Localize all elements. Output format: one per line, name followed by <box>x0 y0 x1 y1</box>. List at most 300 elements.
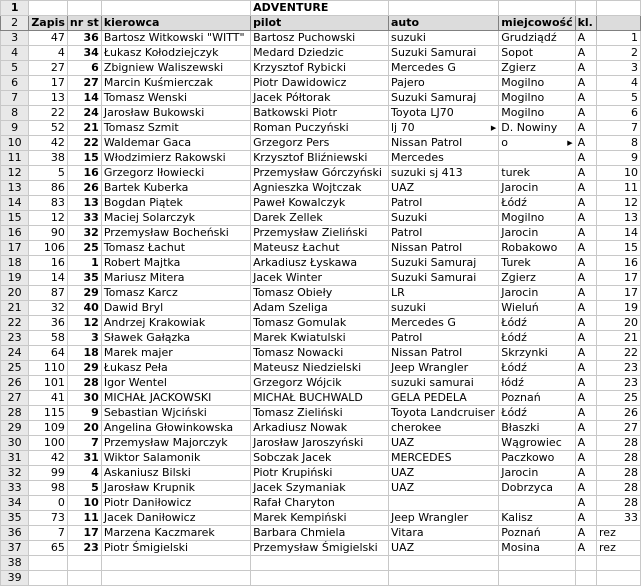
cell-zapis[interactable] <box>29 451 68 466</box>
cell-miejscowosc[interactable] <box>499 496 575 511</box>
header-nr-st[interactable]: nr st <box>67 16 101 31</box>
cell-kierowca[interactable] <box>101 466 250 481</box>
cell-extra[interactable] <box>597 526 641 541</box>
cell-kl[interactable] <box>575 226 596 241</box>
cell-auto[interactable] <box>389 301 499 316</box>
row-header[interactable] <box>1 376 29 391</box>
cell-kl[interactable] <box>575 466 596 481</box>
cell-nr-st[interactable] <box>67 286 101 301</box>
cell-miejscowosc[interactable] <box>499 406 575 421</box>
cell-zapis[interactable] <box>29 421 68 436</box>
cell-kl[interactable] <box>575 481 596 496</box>
cell-miejscowosc[interactable] <box>499 76 575 91</box>
cell-kl[interactable] <box>575 121 596 136</box>
header-kierowca[interactable]: kierowca <box>101 16 250 31</box>
cell-pilot[interactable] <box>251 436 389 451</box>
cell-auto[interactable] <box>389 61 499 76</box>
cell-extra[interactable] <box>597 151 641 166</box>
cell-auto[interactable] <box>389 406 499 421</box>
cell-kierowca[interactable] <box>101 331 250 346</box>
cell-pilot[interactable] <box>251 76 389 91</box>
row-header[interactable] <box>1 151 29 166</box>
cell-extra[interactable] <box>597 286 641 301</box>
cell-pilot[interactable] <box>251 166 389 181</box>
cell-extra[interactable] <box>597 211 641 226</box>
cell-extra[interactable] <box>597 436 641 451</box>
cell-miejscowosc[interactable] <box>499 181 575 196</box>
cell-miejscowosc[interactable] <box>499 376 575 391</box>
row-header[interactable] <box>1 256 29 271</box>
cell-nr-st[interactable] <box>67 511 101 526</box>
cell-auto[interactable] <box>389 76 499 91</box>
cell-kierowca[interactable] <box>101 151 250 166</box>
row-header[interactable] <box>1 286 29 301</box>
cell-kierowca[interactable] <box>101 361 250 376</box>
header-extra[interactable] <box>597 16 641 31</box>
cell-kl[interactable] <box>575 286 596 301</box>
cell-zapis[interactable] <box>29 91 68 106</box>
cell-pilot[interactable] <box>251 286 389 301</box>
cell-nr-st[interactable] <box>67 421 101 436</box>
cell[interactable] <box>575 1 596 16</box>
cell-auto[interactable] <box>389 271 499 286</box>
cell-miejscowosc[interactable] <box>499 211 575 226</box>
cell-kl[interactable] <box>575 76 596 91</box>
cell-zapis[interactable] <box>29 226 68 241</box>
cell-pilot[interactable] <box>251 361 389 376</box>
cell-nr-st[interactable] <box>67 136 101 151</box>
cell-nr-st[interactable] <box>67 91 101 106</box>
cell[interactable] <box>499 1 575 16</box>
cell-pilot[interactable] <box>251 196 389 211</box>
cell-kierowca[interactable] <box>101 31 250 46</box>
cell-zapis[interactable] <box>29 181 68 196</box>
cell-kierowca[interactable] <box>101 166 250 181</box>
cell[interactable] <box>251 556 389 571</box>
cell[interactable] <box>67 571 101 586</box>
cell-zapis[interactable] <box>29 316 68 331</box>
cell[interactable] <box>575 571 596 586</box>
cell-kierowca[interactable] <box>101 196 250 211</box>
cell-auto[interactable] <box>389 541 499 556</box>
header-zapis[interactable]: Zapis <box>29 16 68 31</box>
cell-nr-st[interactable] <box>67 61 101 76</box>
cell-nr-st[interactable] <box>67 481 101 496</box>
cell-kl[interactable] <box>575 361 596 376</box>
cell-kl[interactable] <box>575 406 596 421</box>
cell-auto[interactable] <box>389 91 499 106</box>
cell[interactable] <box>29 1 68 16</box>
cell-kierowca[interactable] <box>101 526 250 541</box>
cell-extra[interactable] <box>597 301 641 316</box>
row-header[interactable] <box>1 436 29 451</box>
cell-miejscowosc[interactable] <box>499 31 575 46</box>
cell-kl[interactable] <box>575 496 596 511</box>
cell-nr-st[interactable] <box>67 46 101 61</box>
cell-pilot[interactable] <box>251 136 389 151</box>
cell[interactable] <box>29 556 68 571</box>
cell-nr-st[interactable] <box>67 226 101 241</box>
cell-kierowca[interactable] <box>101 256 250 271</box>
cell-miejscowosc[interactable] <box>499 436 575 451</box>
cell-miejscowosc[interactable] <box>499 241 575 256</box>
cell-pilot[interactable] <box>251 46 389 61</box>
row-header[interactable] <box>1 481 29 496</box>
cell-kierowca[interactable] <box>101 346 250 361</box>
cell-extra[interactable] <box>597 271 641 286</box>
cell-miejscowosc[interactable] <box>499 46 575 61</box>
cell[interactable] <box>101 1 250 16</box>
cell-extra[interactable] <box>597 121 641 136</box>
cell[interactable] <box>389 556 499 571</box>
cell-extra[interactable] <box>597 181 641 196</box>
row-header[interactable]: 2 <box>1 16 29 31</box>
header-kl[interactable]: kl. <box>575 16 596 31</box>
header-pilot[interactable]: pilot <box>251 16 389 31</box>
cell-auto[interactable] <box>389 391 499 406</box>
cell-zapis[interactable] <box>29 286 68 301</box>
cell-kierowca[interactable] <box>101 46 250 61</box>
cell-pilot[interactable] <box>251 481 389 496</box>
cell-kl[interactable] <box>575 46 596 61</box>
row-header[interactable] <box>1 451 29 466</box>
cell[interactable] <box>251 571 389 586</box>
row-header[interactable] <box>1 466 29 481</box>
row-header[interactable] <box>1 91 29 106</box>
cell-kierowca[interactable] <box>101 481 250 496</box>
cell-zapis[interactable] <box>29 271 68 286</box>
cell-zapis[interactable] <box>29 76 68 91</box>
cell-kl[interactable] <box>575 421 596 436</box>
cell-kl[interactable] <box>575 331 596 346</box>
cell-zapis[interactable] <box>29 241 68 256</box>
cell-pilot[interactable] <box>251 151 389 166</box>
cell-pilot[interactable] <box>251 226 389 241</box>
cell-extra[interactable] <box>597 541 641 556</box>
cell-zapis[interactable] <box>29 406 68 421</box>
cell-auto[interactable] <box>389 241 499 256</box>
cell-miejscowosc[interactable] <box>499 91 575 106</box>
cell-zapis[interactable] <box>29 481 68 496</box>
cell-pilot[interactable] <box>251 271 389 286</box>
cell-miejscowosc[interactable] <box>499 286 575 301</box>
cell-zapis[interactable] <box>29 46 68 61</box>
cell-nr-st[interactable] <box>67 496 101 511</box>
cell-pilot[interactable] <box>251 61 389 76</box>
cell-extra[interactable] <box>597 136 641 151</box>
cell[interactable] <box>101 556 250 571</box>
cell-auto[interactable] <box>389 226 499 241</box>
cell-kierowca[interactable] <box>101 421 250 436</box>
cell-kierowca[interactable] <box>101 241 250 256</box>
cell-pilot[interactable] <box>251 301 389 316</box>
row-header[interactable]: 1 <box>1 1 29 16</box>
row-header[interactable] <box>1 346 29 361</box>
cell-kl[interactable] <box>575 346 596 361</box>
cell-zapis[interactable] <box>29 436 68 451</box>
cell-auto[interactable] <box>389 286 499 301</box>
cell-zapis[interactable] <box>29 31 68 46</box>
cell-zapis[interactable] <box>29 511 68 526</box>
cell-miejscowosc[interactable] <box>499 271 575 286</box>
cell-kierowca[interactable] <box>101 376 250 391</box>
cell-nr-st[interactable] <box>67 121 101 136</box>
cell-zapis[interactable] <box>29 496 68 511</box>
cell-pilot[interactable] <box>251 511 389 526</box>
cell-miejscowosc[interactable] <box>499 61 575 76</box>
cell-auto[interactable] <box>389 496 499 511</box>
cell-extra[interactable] <box>597 316 641 331</box>
cell-kl[interactable] <box>575 166 596 181</box>
cell-extra[interactable] <box>597 76 641 91</box>
cell-extra[interactable] <box>597 91 641 106</box>
cell-auto[interactable] <box>389 451 499 466</box>
cell-nr-st[interactable] <box>67 436 101 451</box>
row-header[interactable] <box>1 391 29 406</box>
cell-pilot[interactable] <box>251 316 389 331</box>
cell-auto[interactable] <box>389 466 499 481</box>
cell-kierowca[interactable] <box>101 106 250 121</box>
cell-miejscowosc[interactable] <box>499 196 575 211</box>
cell-kl[interactable] <box>575 31 596 46</box>
cell-miejscowosc[interactable] <box>499 121 575 136</box>
cell-extra[interactable] <box>597 331 641 346</box>
cell-miejscowosc[interactable] <box>499 466 575 481</box>
cell-miejscowosc[interactable] <box>499 451 575 466</box>
cell[interactable] <box>389 1 499 16</box>
cell-pilot[interactable] <box>251 121 389 136</box>
cell-miejscowosc[interactable] <box>499 136 575 151</box>
row-header[interactable] <box>1 46 29 61</box>
cell-kl[interactable] <box>575 256 596 271</box>
cell[interactable] <box>67 1 101 16</box>
cell-kl[interactable] <box>575 316 596 331</box>
cell-pilot[interactable] <box>251 376 389 391</box>
cell-extra[interactable] <box>597 376 641 391</box>
cell-extra[interactable] <box>597 496 641 511</box>
cell-auto[interactable] <box>389 256 499 271</box>
cell-miejscowosc[interactable] <box>499 166 575 181</box>
cell-kierowca[interactable] <box>101 406 250 421</box>
cell-extra[interactable] <box>597 226 641 241</box>
row-header[interactable] <box>1 541 29 556</box>
cell-pilot[interactable] <box>251 526 389 541</box>
cell-extra[interactable] <box>597 31 641 46</box>
cell-extra[interactable] <box>597 166 641 181</box>
cell-nr-st[interactable] <box>67 301 101 316</box>
cell-auto[interactable] <box>389 526 499 541</box>
cell-kierowca[interactable] <box>101 286 250 301</box>
cell-miejscowosc[interactable] <box>499 256 575 271</box>
row-header[interactable] <box>1 496 29 511</box>
cell-kierowca[interactable] <box>101 451 250 466</box>
cell-auto[interactable] <box>389 376 499 391</box>
cell-nr-st[interactable] <box>67 76 101 91</box>
row-header[interactable] <box>1 361 29 376</box>
row-header[interactable] <box>1 301 29 316</box>
cell-zapis[interactable] <box>29 541 68 556</box>
cell-auto[interactable] <box>389 346 499 361</box>
row-header[interactable] <box>1 31 29 46</box>
row-header[interactable] <box>1 166 29 181</box>
row-header[interactable] <box>1 421 29 436</box>
cell-kl[interactable] <box>575 136 596 151</box>
cell[interactable] <box>597 1 641 16</box>
cell-pilot[interactable] <box>251 391 389 406</box>
cell-kl[interactable] <box>575 451 596 466</box>
cell-zapis[interactable] <box>29 526 68 541</box>
header-miejscowosc[interactable]: miejcowość <box>499 16 575 31</box>
cell-miejscowosc[interactable] <box>499 151 575 166</box>
cell-nr-st[interactable] <box>67 166 101 181</box>
cell-nr-st[interactable] <box>67 376 101 391</box>
cell-extra[interactable] <box>597 391 641 406</box>
cell-kierowca[interactable] <box>101 436 250 451</box>
cell-pilot[interactable] <box>251 31 389 46</box>
cell-extra[interactable] <box>597 256 641 271</box>
row-header[interactable]: 38 <box>1 556 29 571</box>
cell-kl[interactable] <box>575 91 596 106</box>
cell-pilot[interactable] <box>251 241 389 256</box>
cell-kierowca[interactable] <box>101 136 250 151</box>
cell-zapis[interactable] <box>29 361 68 376</box>
cell-auto[interactable] <box>389 361 499 376</box>
row-header[interactable] <box>1 136 29 151</box>
cell-kierowca[interactable] <box>101 91 250 106</box>
cell-auto[interactable] <box>389 121 499 136</box>
cell-zapis[interactable] <box>29 121 68 136</box>
cell-auto[interactable] <box>389 211 499 226</box>
row-header[interactable] <box>1 61 29 76</box>
cell-auto[interactable] <box>389 46 499 61</box>
cell-kl[interactable] <box>575 106 596 121</box>
cell-pilot[interactable] <box>251 406 389 421</box>
cell-extra[interactable] <box>597 421 641 436</box>
cell-pilot[interactable] <box>251 466 389 481</box>
cell-pilot[interactable] <box>251 91 389 106</box>
cell-nr-st[interactable] <box>67 406 101 421</box>
cell[interactable] <box>29 571 68 586</box>
cell-pilot[interactable] <box>251 541 389 556</box>
cell-nr-st[interactable] <box>67 541 101 556</box>
cell-extra[interactable] <box>597 346 641 361</box>
cell-kierowca[interactable] <box>101 391 250 406</box>
cell-kl[interactable] <box>575 376 596 391</box>
cell-zapis[interactable] <box>29 391 68 406</box>
cell-auto[interactable] <box>389 136 499 151</box>
cell-kl[interactable] <box>575 151 596 166</box>
cell-zapis[interactable] <box>29 136 68 151</box>
cell-auto[interactable] <box>389 511 499 526</box>
cell-kl[interactable] <box>575 541 596 556</box>
row-header[interactable] <box>1 76 29 91</box>
cell-nr-st[interactable] <box>67 151 101 166</box>
cell-zapis[interactable] <box>29 61 68 76</box>
cell-kierowca[interactable] <box>101 541 250 556</box>
sheet-title[interactable]: ADVENTURE <box>251 1 389 16</box>
cell-auto[interactable] <box>389 331 499 346</box>
cell-extra[interactable] <box>597 46 641 61</box>
cell-kierowca[interactable] <box>101 511 250 526</box>
row-header[interactable]: 39 <box>1 571 29 586</box>
row-header[interactable] <box>1 181 29 196</box>
cell-zapis[interactable] <box>29 256 68 271</box>
row-header[interactable] <box>1 316 29 331</box>
cell-nr-st[interactable] <box>67 346 101 361</box>
cell-auto[interactable] <box>389 181 499 196</box>
cell-nr-st[interactable] <box>67 181 101 196</box>
row-header[interactable] <box>1 406 29 421</box>
cell-miejscowosc[interactable] <box>499 361 575 376</box>
cell[interactable] <box>499 571 575 586</box>
cell-zapis[interactable] <box>29 466 68 481</box>
row-header[interactable] <box>1 226 29 241</box>
cell-kl[interactable] <box>575 241 596 256</box>
cell-auto[interactable] <box>389 151 499 166</box>
cell-kl[interactable] <box>575 301 596 316</box>
cell-extra[interactable] <box>597 61 641 76</box>
cell-kierowca[interactable] <box>101 76 250 91</box>
cell-kl[interactable] <box>575 526 596 541</box>
cell-nr-st[interactable] <box>67 271 101 286</box>
row-header[interactable] <box>1 271 29 286</box>
cell-auto[interactable] <box>389 106 499 121</box>
cell-nr-st[interactable] <box>67 31 101 46</box>
cell-kl[interactable] <box>575 271 596 286</box>
cell-extra[interactable] <box>597 361 641 376</box>
cell-extra[interactable] <box>597 511 641 526</box>
cell-pilot[interactable] <box>251 331 389 346</box>
cell-zapis[interactable] <box>29 211 68 226</box>
cell[interactable] <box>101 571 250 586</box>
cell-pilot[interactable] <box>251 451 389 466</box>
cell-extra[interactable] <box>597 241 641 256</box>
row-header[interactable] <box>1 331 29 346</box>
cell-miejscowosc[interactable] <box>499 316 575 331</box>
cell-pilot[interactable] <box>251 181 389 196</box>
cell-kierowca[interactable] <box>101 496 250 511</box>
cell-miejscowosc[interactable] <box>499 421 575 436</box>
cell-kierowca[interactable] <box>101 226 250 241</box>
cell[interactable] <box>597 556 641 571</box>
cell-kl[interactable] <box>575 511 596 526</box>
cell-extra[interactable] <box>597 466 641 481</box>
cell-kierowca[interactable] <box>101 211 250 226</box>
cell-kierowca[interactable] <box>101 181 250 196</box>
row-header[interactable] <box>1 106 29 121</box>
cell-miejscowosc[interactable] <box>499 526 575 541</box>
cell-nr-st[interactable] <box>67 331 101 346</box>
cell-zapis[interactable] <box>29 301 68 316</box>
cell-auto[interactable] <box>389 316 499 331</box>
cell-pilot[interactable] <box>251 496 389 511</box>
cell-pilot[interactable] <box>251 211 389 226</box>
row-header[interactable] <box>1 241 29 256</box>
cell-extra[interactable] <box>597 451 641 466</box>
cell-miejscowosc[interactable] <box>499 391 575 406</box>
cell-nr-st[interactable] <box>67 466 101 481</box>
cell-extra[interactable] <box>597 406 641 421</box>
cell-miejscowosc[interactable] <box>499 511 575 526</box>
cell[interactable] <box>67 556 101 571</box>
cell-pilot[interactable] <box>251 256 389 271</box>
row-header[interactable] <box>1 526 29 541</box>
cell-pilot[interactable] <box>251 106 389 121</box>
cell-nr-st[interactable] <box>67 196 101 211</box>
cell-auto[interactable] <box>389 166 499 181</box>
cell-zapis[interactable] <box>29 151 68 166</box>
cell-nr-st[interactable] <box>67 241 101 256</box>
